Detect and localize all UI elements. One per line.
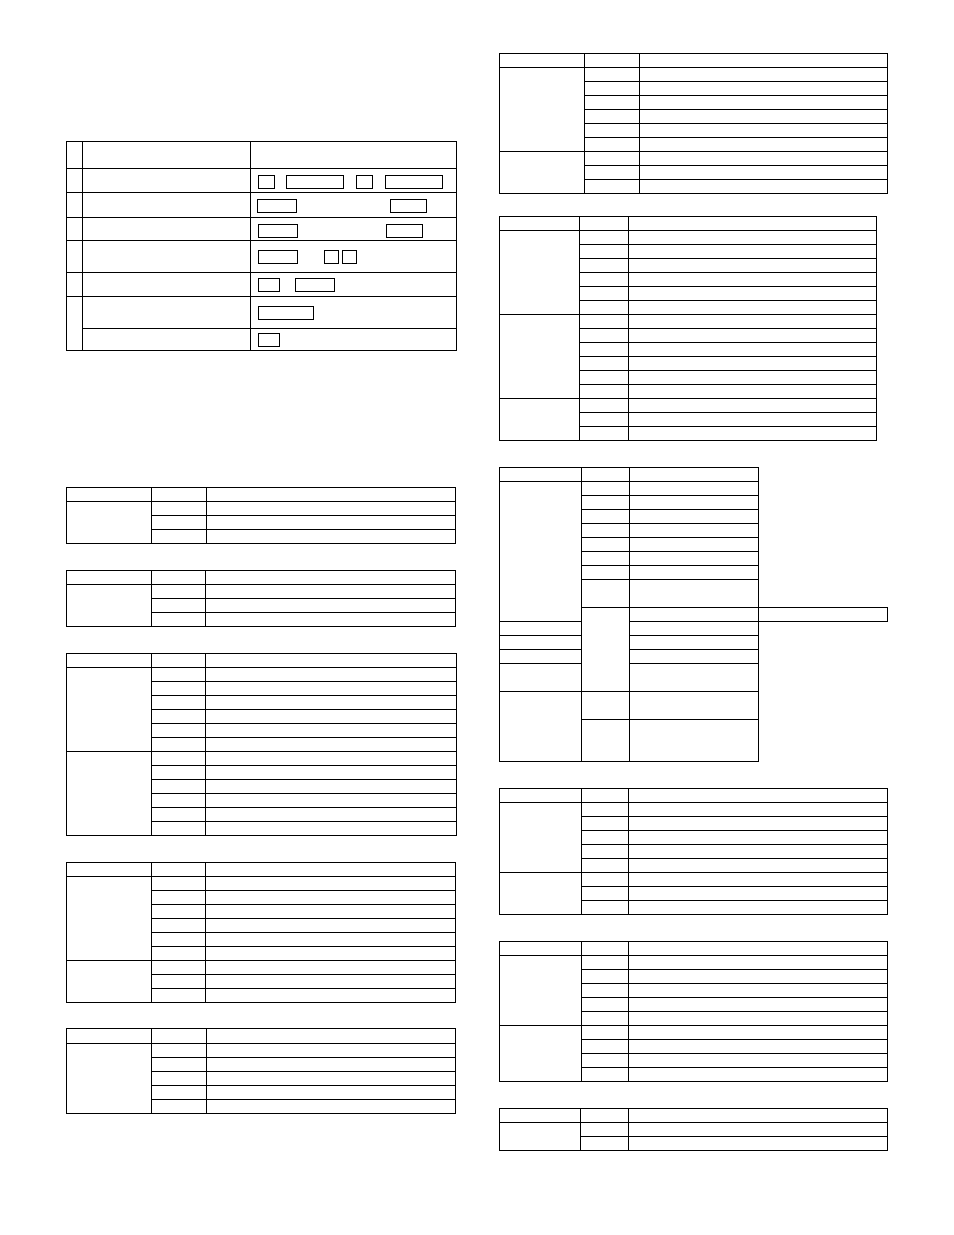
table-row (67, 502, 456, 516)
group-cell (582, 608, 630, 692)
step-number-cell (67, 142, 83, 169)
group-cell (500, 152, 585, 194)
table-row (500, 399, 877, 413)
key-box (390, 199, 427, 213)
step-description-cell (83, 329, 251, 351)
table-row (500, 803, 888, 817)
step-description-cell (83, 218, 251, 241)
key-box (385, 175, 443, 189)
table-row (67, 329, 457, 351)
key-box (257, 199, 297, 213)
group-cell (500, 803, 582, 873)
group-cell (67, 961, 152, 1003)
key-operation-cell (251, 273, 457, 297)
key-box (295, 278, 335, 292)
table-row (500, 692, 888, 720)
step-number-cell (67, 241, 83, 273)
code-table (66, 570, 456, 627)
table-header (67, 654, 457, 668)
step-number-cell (67, 273, 83, 297)
table-header (67, 1029, 456, 1044)
key-operation-cell (251, 193, 457, 218)
key-box (324, 250, 339, 264)
key-operation-cell (251, 329, 457, 351)
code-table (66, 862, 456, 1003)
group-cell (500, 231, 580, 315)
table-row (67, 752, 457, 766)
table-row (67, 1044, 456, 1058)
group-cell (67, 668, 152, 752)
group-cell (500, 399, 580, 441)
key-operation-cell (251, 241, 457, 273)
step-description-cell (83, 297, 251, 329)
key-box (258, 224, 298, 238)
code-table (499, 467, 888, 762)
table-header (67, 488, 456, 502)
code-table (499, 1108, 888, 1151)
key-box (258, 306, 314, 320)
key-operation-cell (251, 297, 457, 329)
table-row (67, 193, 457, 218)
key-box (286, 175, 344, 189)
table-row (500, 664, 888, 692)
table-row (67, 169, 457, 193)
table-header (500, 1109, 888, 1123)
table-row (500, 482, 888, 496)
key-box (356, 175, 373, 189)
group-cell (500, 482, 582, 622)
group-cell (500, 1026, 582, 1082)
table-row (500, 873, 888, 887)
group-cell (67, 877, 152, 961)
table-row (500, 650, 888, 664)
group-cell (500, 68, 585, 152)
step-description-cell (83, 241, 251, 273)
procedure-table (66, 141, 457, 351)
table-header (500, 217, 877, 231)
group-cell (67, 502, 152, 544)
group-cell (500, 956, 582, 1026)
table-row (67, 297, 457, 329)
code-table (499, 216, 877, 441)
table-row (67, 961, 456, 975)
key-box (258, 333, 280, 347)
step-number-cell (67, 193, 83, 218)
table-header (500, 942, 888, 956)
table-row (500, 1123, 888, 1137)
table-row (67, 877, 456, 891)
table-row (500, 1026, 888, 1040)
table-header (500, 468, 888, 482)
table-row (67, 241, 457, 273)
step-number-cell (67, 218, 83, 241)
table-row (67, 668, 457, 682)
table-header (500, 54, 888, 68)
key-box (258, 175, 275, 189)
group-cell (500, 1123, 581, 1151)
table-row (67, 585, 456, 599)
table-row (500, 315, 877, 329)
key-box (342, 250, 357, 264)
code-table (66, 1028, 456, 1114)
key-operation-cell (251, 218, 457, 241)
table-header (500, 789, 888, 803)
table-row (500, 622, 888, 636)
code-table (66, 653, 457, 836)
step-description-cell (83, 142, 251, 169)
code-table (499, 941, 888, 1082)
key-operation-cell (251, 142, 457, 169)
step-description-cell (83, 193, 251, 218)
table-row (67, 273, 457, 297)
code-table (499, 788, 888, 915)
step-description-cell (83, 273, 251, 297)
code-table (66, 487, 456, 544)
table-row (500, 636, 888, 650)
key-box (258, 278, 280, 292)
key-box (386, 224, 423, 238)
group-cell (500, 692, 582, 762)
group-cell (67, 1044, 152, 1114)
step-description-cell (83, 169, 251, 193)
table-row (67, 218, 457, 241)
group-cell (67, 752, 152, 836)
table-row (500, 68, 888, 82)
table-header (67, 863, 456, 877)
table-header (67, 142, 457, 169)
table-row (500, 956, 888, 970)
step-number-cell (67, 169, 83, 193)
step-number-cell (67, 297, 83, 351)
group-cell (500, 315, 580, 399)
group-cell (67, 585, 152, 627)
table-header (67, 571, 456, 585)
code-table (499, 53, 888, 194)
key-operation-cell (251, 169, 457, 193)
table-row (500, 231, 877, 245)
group-cell (500, 873, 582, 915)
key-box (258, 250, 298, 264)
table-row (500, 152, 888, 166)
